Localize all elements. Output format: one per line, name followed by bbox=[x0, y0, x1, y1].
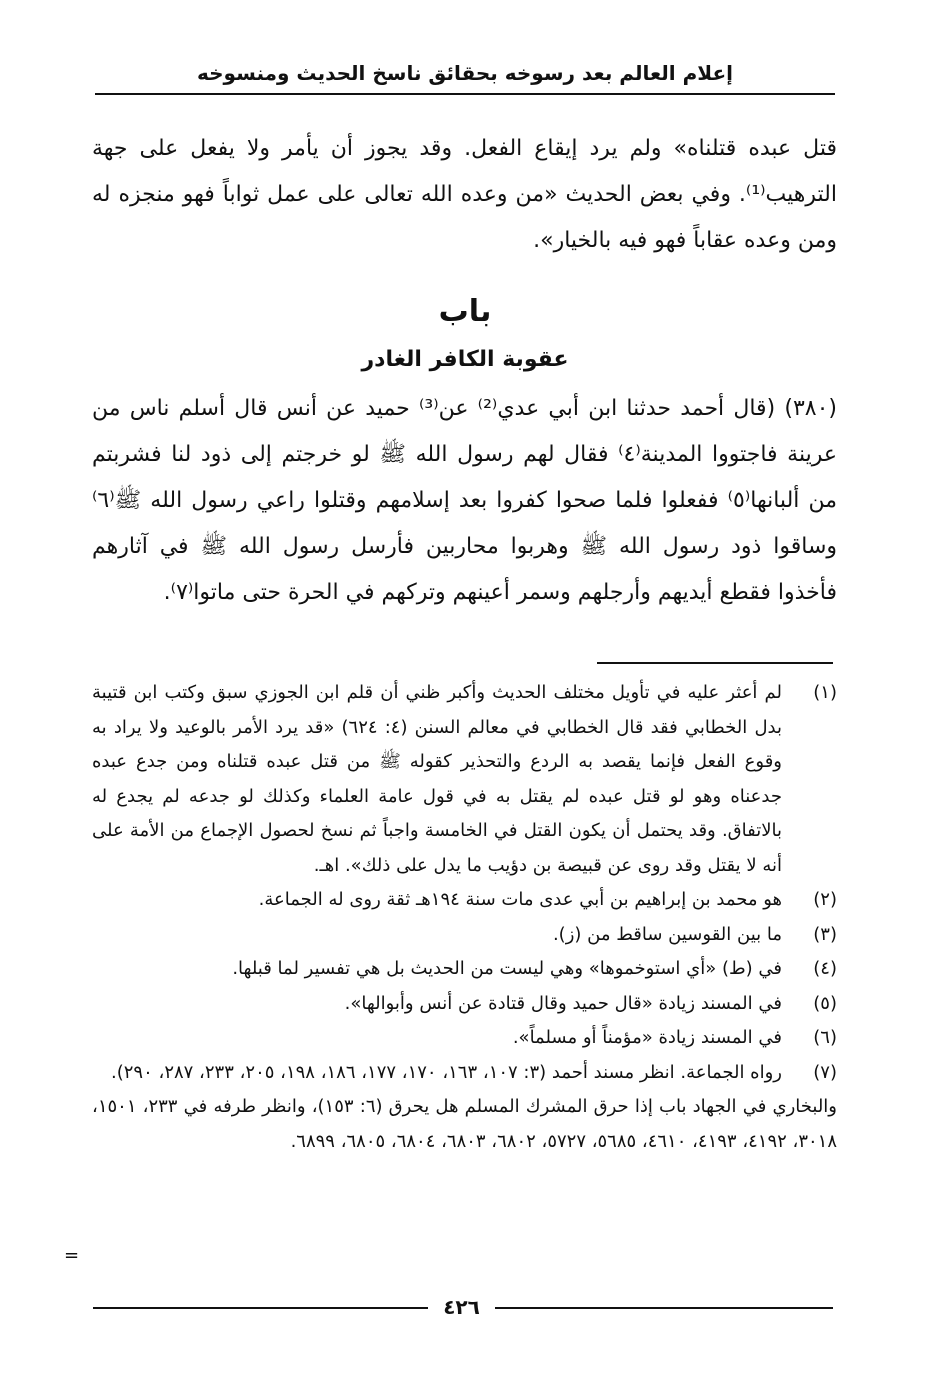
footnote-number: (١) bbox=[813, 682, 837, 703]
hadith-paragraph-text: (٣٨٠) (قال أحمد حدثنا ابن أبي عدي⁽²⁾ عن⁽³⁾ حميد عن أنس قال أسلم ناس من عرينة فاجتووا المدينة⁽٤⁾ فقال لهم رسول الله ﷺ لو خرجتم إلى ذود لنا فشربتم من ألبانها⁽٥⁾ ففعلوا فلما صحوا كفروا بعد إسلامهم وقتلوا راعي رسول الله ﷺ⁽٦⁾ وساقوا ذود رسول الله ﷺ وهربوا محاربين فأرسل رسول الله ﷺ في آثارهم فأخذوا فقطع أيديهم وأرجلهم وسمر أعينهم وتركهم في الحرة حتى ماتوا⁽٧⁾. bbox=[92, 396, 837, 605]
hadith-paragraph bbox=[92, 386, 837, 616]
footnote-separator bbox=[597, 662, 833, 664]
footnote-number: (٣) bbox=[813, 923, 837, 945]
footnote-1 bbox=[92, 676, 837, 883]
footnote-number: (٦) bbox=[813, 1027, 837, 1048]
footnote-5 bbox=[92, 987, 837, 1022]
footnote-text: ما بين القوسين ساقط من (ز). bbox=[552, 923, 782, 945]
footnote-text: في المسند زيادة «مؤمناً أو مسلماً». bbox=[512, 1027, 782, 1048]
footnote-2 bbox=[92, 883, 837, 918]
footnote-7 bbox=[92, 1056, 837, 1091]
footnote-3 bbox=[92, 918, 837, 953]
page-number: ٤٢٦ bbox=[443, 1295, 480, 1319]
footnote-text: لم أعثر عليه في تأويل مختلف الحديث وأكبر ظني أن قلم ابن الجوزي سبق وكتب ابن قتيبة بدل الخطابي فقد قال الخطابي في معالم السنن (٤: ٦٢٤) «قد يرد الأمر بالوعيد ولا يراد به وقوع الفعل فإنما يقصد به الردع والتحذير كقوله ﷺ من قتل عبده قتلناه ومن جدع عبده جدعناه وهو لو قتل عبده لم يقتل به في قول عامة العلماء وكذلك لو جدعه لم يجدع له بالاتفاق. وقد يحتمل أن يكون القتل في الخامسة واجباً ثم نسخ لحصول الإجماع من الأمة على أنه لا يقتل وقد روى عن قبيصة بن دؤيب ما يدل على ذلك». اهـ. bbox=[92, 682, 782, 876]
footnote-number: (٧) bbox=[813, 1061, 837, 1083]
footnote-text: رواه الجماعة. انظر مسند أحمد (٣: ١٠٧، ١٦٣، ١٧٠، ١٧٧، ١٨٦، ١٩٨، ٢٠٥، ٢٣٣، ٢٨٧، ٢٩٠). bbox=[111, 1061, 782, 1083]
footnote-number: (٥) bbox=[813, 992, 837, 1014]
footnote-4 bbox=[92, 952, 837, 987]
footnote-number: (٢) bbox=[813, 889, 837, 910]
intro-paragraph bbox=[92, 126, 837, 264]
margin-mark: = bbox=[64, 1245, 80, 1266]
footer-rule-right bbox=[495, 1307, 833, 1309]
footnote-text: في (ط) «أي استوخموها» وهي ليست من الحديث بل هي تفسير لما قبلها. bbox=[232, 958, 782, 979]
footnote-continuation: والبخاري في الجهاد باب إذا حرق المشرك المسلم هل يحرق (٦: ١٥٣)، وانظر طرفه في ٢٣٣، ١٥٠١، ٣٠١٨، ٤١٩٢، ٤١٩٣، ٤٦١٠، ٥٦٨٥، ٥٧٢٧، ٦٨٠٢، ٦٨٠٣، ٦٨٠٤، ٦٨٠٥، ٦٨٩٩. bbox=[92, 1096, 837, 1152]
footer-rule-left bbox=[93, 1307, 428, 1309]
intro-paragraph-text: قتل عبده قتلناه» ولم يرد إيقاع الفعل. وقد يجوز أن يأمر ولا يفعل على جهة الترهيب⁽¹⁾. وفي بعض الحديث «من وعده الله تعالى على عمل ثواباً فهو منجزه له ومن وعده عقاباً فهو فيه بالخيار». bbox=[92, 136, 837, 253]
header-rule bbox=[95, 93, 835, 95]
footnote-number: (٤) bbox=[813, 958, 837, 979]
running-header: إعلام العالم بعد رسوخه بحقائق ناسخ الحديث ومنسوخه bbox=[197, 61, 733, 85]
footnotes bbox=[92, 676, 837, 1159]
chapter-title: باب bbox=[438, 294, 492, 329]
footnote-text: في المسند زيادة «قال حميد وقال قتادة عن أنس وأبوالها». bbox=[344, 992, 782, 1014]
footnote-6 bbox=[92, 1021, 837, 1056]
footnote-text: هو محمد بن إبراهيم بن أبي عدى مات سنة ١٩٤هـ ثقة روى له الجماعة. bbox=[258, 889, 782, 910]
chapter-subtitle: عقوبة الكافر الغادر bbox=[361, 347, 569, 372]
